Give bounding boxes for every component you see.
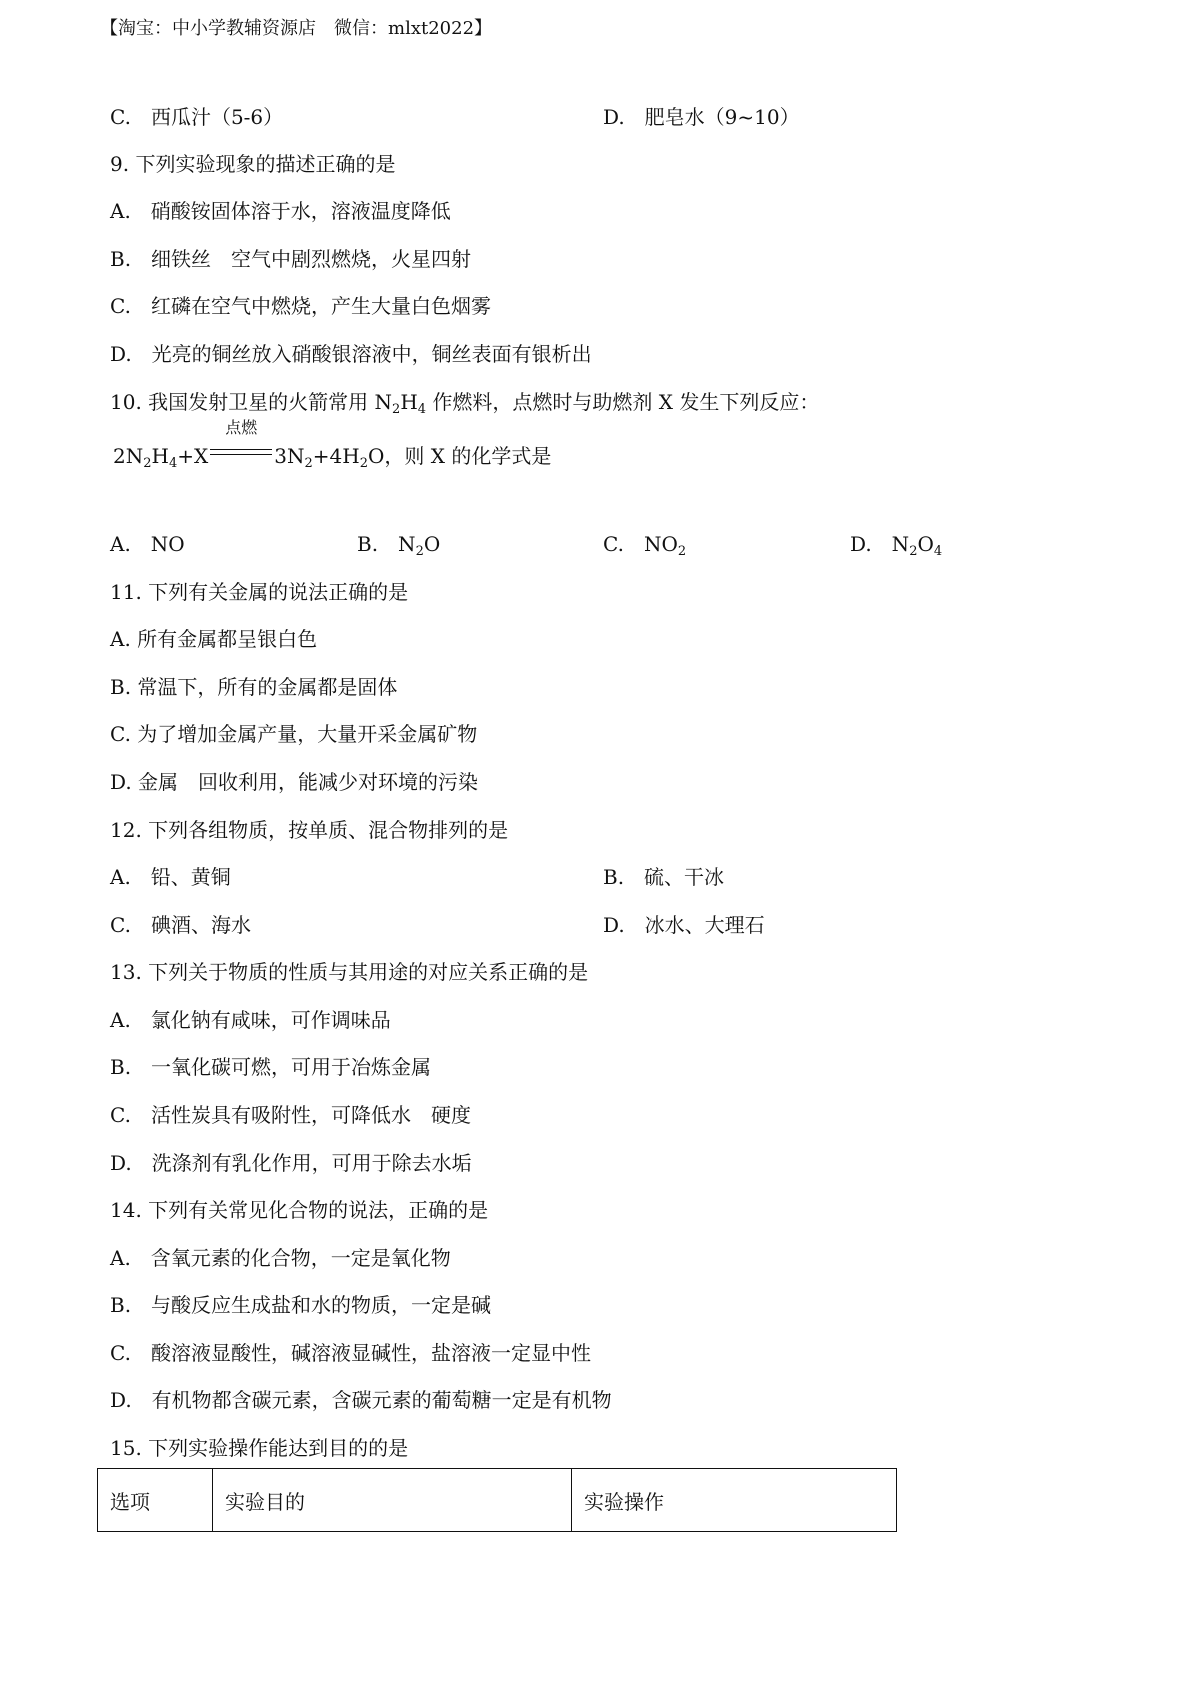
q15-stem: 15. 下列实验操作能达到目的的是	[110, 1436, 409, 1460]
q13-option-a: A. 氯化钠有咸味，可作调味品	[110, 1008, 391, 1032]
table-header-cell: 实验目的	[213, 1469, 572, 1532]
q12-option-a: A. 铅、黄铜	[110, 865, 231, 889]
q8-option-c: C. 西瓜汁（5-6）	[110, 105, 284, 129]
q9-option-b: B. 细铁丝 空气中剧烈燃烧，火星四射	[110, 247, 472, 271]
q10-option-d: D. $N_2O_4$	[850, 532, 943, 559]
q10-equation: $2N_2H_4+X$ 点燃 $3N_2+4H_2O$，则 X 的化学式是	[113, 440, 551, 471]
q13-option-c: C. 活性炭具有吸附性，可降低水 硬度	[110, 1103, 471, 1127]
q13-option-d: D. 洗涤剂有乳化作用，可用于除去水垢	[110, 1151, 472, 1175]
q9-option-d: D. 光亮的铜丝放入硝酸银溶液中，铜丝表面有银析出	[110, 342, 592, 366]
q8-option-d: D. 肥皂水（9~10）	[603, 105, 800, 129]
q12-option-d: D. 冰水、大理石	[603, 913, 765, 937]
q14-stem: 14. 下列有关常见化合物的说法，正确的是	[110, 1198, 489, 1222]
q13-stem: 13. 下列关于物质的性质与其用途的对应关系正确的是	[110, 960, 589, 984]
q9-option-a: A. 硝酸铵固体溶于水，溶液温度降低	[110, 199, 451, 223]
q9-option-c: C. 红磷在空气中燃烧，产生大量白色烟雾	[110, 294, 491, 318]
q10-option-b: B. $N_2O$	[357, 532, 441, 559]
q14-option-a: A. 含氧元素的化合物，一定是氧化物	[110, 1246, 451, 1270]
q12-option-b: B. 硫、干冰	[603, 865, 725, 889]
q11-option-b: B. 常温下，所有的金属都是固体	[110, 675, 398, 699]
q14-option-d: D. 有机物都含碳元素，含碳元素的葡萄糖一定是有机物	[110, 1388, 612, 1412]
page-header: 【淘宝：中小学教辅资源店 微信：mlxt2022】	[100, 18, 493, 39]
q11-stem: 11. 下列有关金属的说法正确的是	[110, 580, 409, 604]
q10-option-a: A. NO	[110, 532, 185, 556]
table-header-cell: 实验操作	[572, 1469, 897, 1532]
q11-option-c: C. 为了增加金属产量，大量开采金属矿物	[110, 722, 478, 746]
q12-stem: 12. 下列各组物质，按单质、混合物排列的是	[110, 818, 509, 842]
q11-option-a: A. 所有金属都呈银白色	[110, 627, 318, 651]
q10-stem: 10. 我国发射卫星的火箭常用 $N_2H_4$ 作燃料，点燃时与助燃剂 X 发生下列反应：	[110, 390, 820, 417]
q15-table	[97, 1468, 897, 1532]
q13-option-b: B. 一氧化碳可燃，可用于冶炼金属	[110, 1055, 432, 1079]
q14-option-c: C. 酸溶液显酸性，碱溶液显碱性，盐溶液一定显中性	[110, 1341, 591, 1365]
q11-option-d: D. 金属 回收利用，能减少对环境的污染	[110, 770, 479, 794]
reaction-condition: 点燃	[225, 418, 258, 437]
reaction-equals-sign	[210, 418, 272, 465]
q10-option-c: C. $NO_2$	[603, 532, 687, 559]
table-header-cell: 选项	[98, 1469, 213, 1532]
q14-option-b: B. 与酸反应生成盐和水的物质，一定是碱	[110, 1293, 492, 1317]
q9-stem: 9. 下列实验现象的描述正确的是	[110, 152, 396, 176]
table-header-row	[98, 1469, 897, 1532]
q12-option-c: C. 碘酒、海水	[110, 913, 251, 937]
